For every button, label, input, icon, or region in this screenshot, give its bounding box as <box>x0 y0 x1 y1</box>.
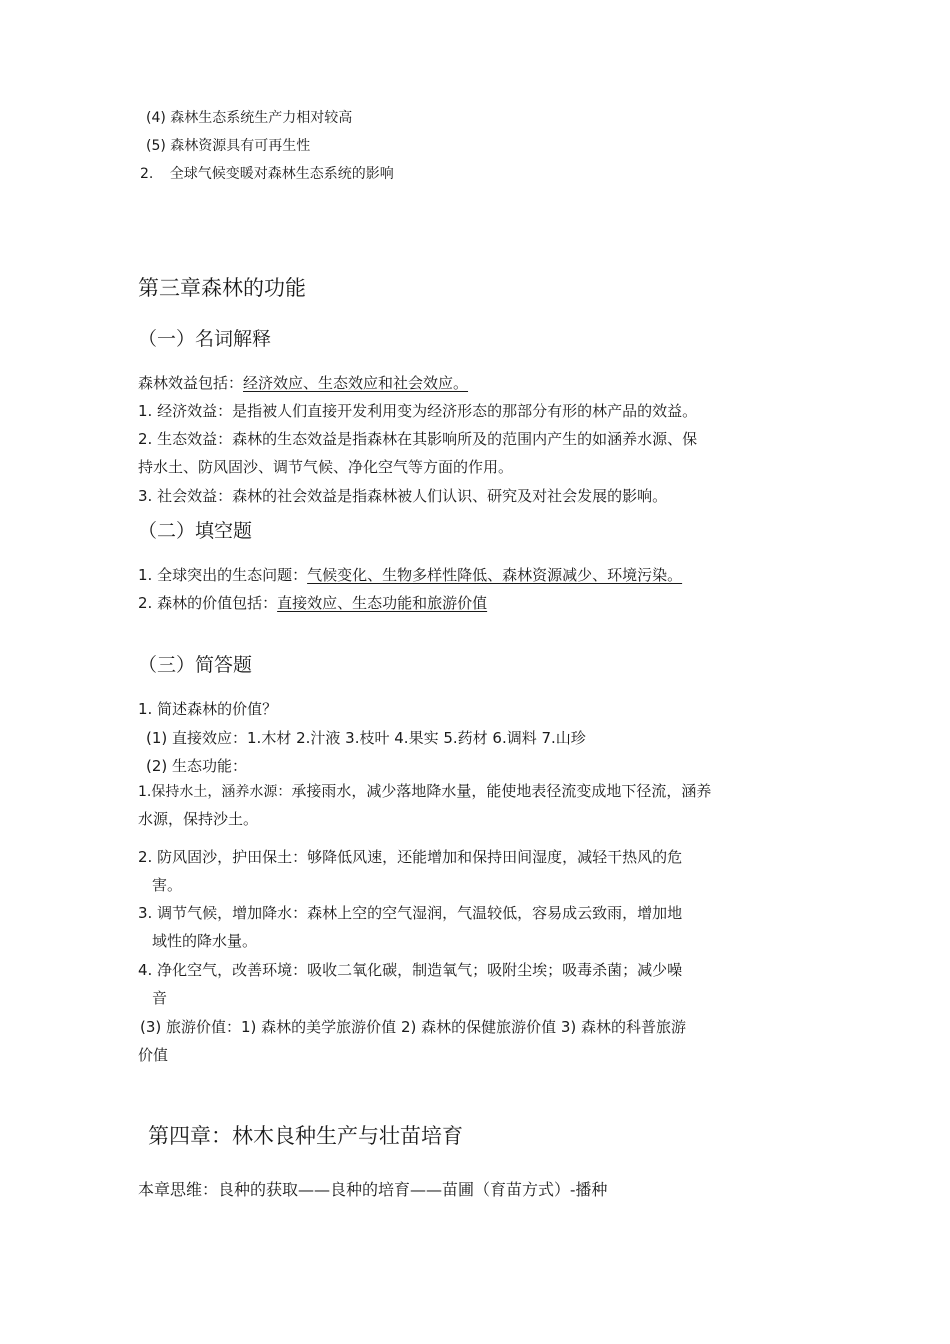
eco-item1-prefix: 1.保持水土，涵养水源： <box>138 784 292 800</box>
eco-item1-line1 <box>138 782 711 801</box>
eco-item4-line2: 音 <box>152 989 168 1007</box>
short-q1: 1. 简述森林的价值？ <box>138 700 278 718</box>
eco-item4-line1: 4. 净化空气，改善环境：吸收二氧化碳，制造氧气；吸附尘埃；吸毒杀菌；减少噪 <box>138 961 683 979</box>
fill-q1-answer: 气候变化、生物多样性降低、森林资源减少、环境污染。 <box>307 566 683 584</box>
ecological-benefit-line2: 持水土、防风固沙、调节气候、净化空气等方面的作用。 <box>138 458 514 476</box>
ecological-function: (2) 生态功能： <box>146 757 248 775</box>
eco-item2-line1: 2. 防风固沙，护田保土：够降低风速，还能增加和保持田间湿度，减轻干热风的危 <box>138 848 683 866</box>
fill-q2-answer: 直接效应、生态功能和旅游价值 <box>277 594 488 612</box>
eco-item3-line1: 3. 调节气候，增加降水：森林上空的空气湿润，气温较低，容易成云致雨，增加地 <box>138 904 683 922</box>
item-4: (4) 森林生态系统生产力相对较高 <box>146 110 353 126</box>
tourism-value-line2: 价值 <box>138 1046 169 1064</box>
item-2 <box>140 166 394 183</box>
chapter3-title: 第三章森林的功能 <box>138 276 306 300</box>
fill-q2-label: 2. 森林的价值包括： <box>138 594 278 612</box>
benefits-intro <box>138 374 468 392</box>
ecological-benefit-line1: 2. 生态效益：森林的生态效益是指森林在其影响所及的范围内产生的如涵养水源、保 <box>138 430 698 448</box>
sec2-heading: （二）填空题 <box>138 520 253 542</box>
chapter4-outline: 本章思维：良种的获取——良种的培育——苗圃（育苗方式）-播种 <box>138 1180 608 1199</box>
sec1-heading: （一）名词解释 <box>138 328 272 350</box>
eco-item1-line2: 水源，保持沙土。 <box>138 810 259 828</box>
item-2-text: 全球气候变暖对森林生态系统的影响 <box>169 166 394 182</box>
social-benefit: 3. 社会效益：森林的社会效益是指森林被人们认识、研究及对社会发展的影响。 <box>138 487 668 505</box>
fill-q1-label: 1. 全球突出的生态问题： <box>138 566 308 584</box>
eco-item2-line2: 害。 <box>152 876 183 894</box>
fill-q2 <box>138 594 487 612</box>
benefits-intro-label: 森林效益包括： <box>138 374 244 392</box>
chapter4-title: 第四章：林木良种生产与壮苗培育 <box>148 1124 463 1148</box>
direct-effect: (1) 直接效应：1.木材 2.汁液 3.枝叶 4.果实 5.药材 6.调料 7.山珍 <box>146 729 586 747</box>
tourism-value-line1: (3) 旅游价值：1) 森林的美学旅游价值 2) 森林的保健旅游价值 3) 森林的科普旅游 <box>140 1018 687 1036</box>
benefits-intro-value: 经济效应、生态效应和社会效应。 <box>243 374 469 392</box>
item-5: (5) 森林资源具有可再生性 <box>146 138 311 154</box>
eco-item3-line2: 域性的降水量。 <box>152 932 258 950</box>
sec3-heading: （三）简答题 <box>138 654 253 676</box>
economic-benefit: 1. 经济效益：是指被人们直接开发利用变为经济形态的那部分有形的林产品的效益。 <box>138 402 698 420</box>
item-2-number: 2. <box>140 166 154 182</box>
fill-q1 <box>138 566 682 584</box>
eco-item1-text: 承接雨水，减少落地降水量，能使地表径流变成地下径流，涵养 <box>291 782 712 800</box>
